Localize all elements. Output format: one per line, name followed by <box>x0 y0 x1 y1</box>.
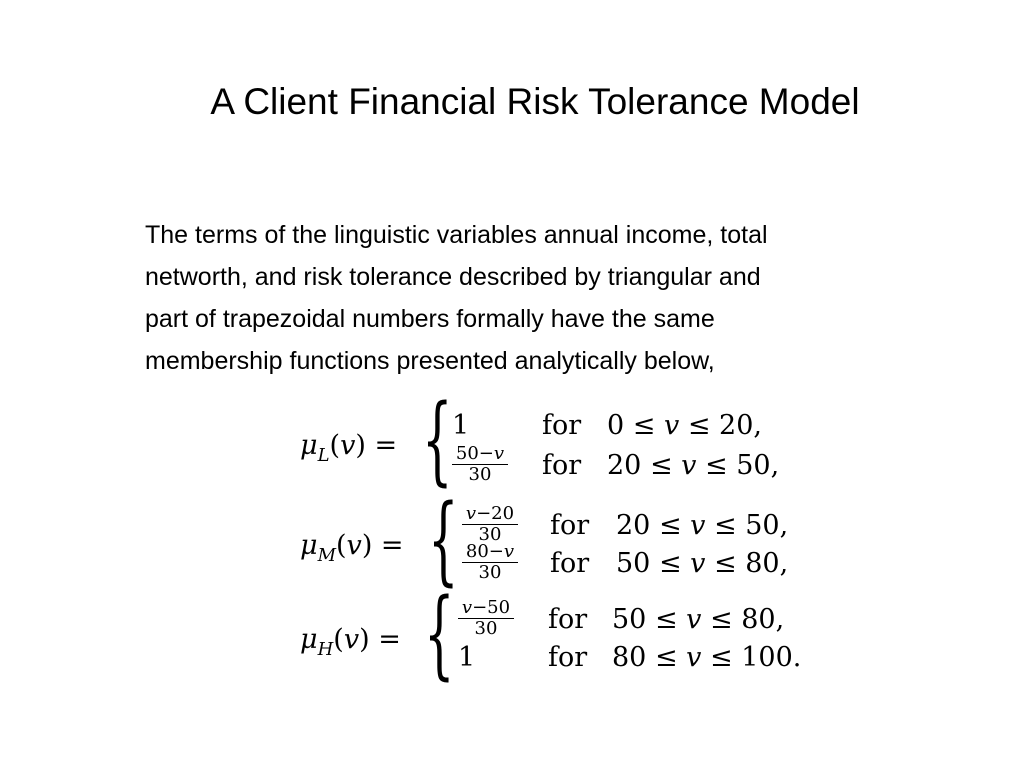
arg-open: ( <box>333 624 344 655</box>
left-brace: { <box>422 384 453 496</box>
row-condition: 50 ≤ v ≤ 80, <box>616 548 789 579</box>
for-keyword: for <box>542 410 582 441</box>
equation-medium-membership <box>300 484 800 596</box>
row-condition: 80 ≤ v ≤ 100. <box>612 642 802 673</box>
subscript: H <box>317 639 334 660</box>
subscript: M <box>317 545 336 566</box>
paragraph-line: The terms of the linguistic variables annual income, total <box>145 221 768 249</box>
equation-high-membership <box>300 578 802 690</box>
mu-symbol: μ <box>300 624 318 655</box>
slide-title: A Client Financial Risk Tolerance Model <box>210 81 860 122</box>
for-keyword: for <box>548 604 588 635</box>
fraction: $\frac{50-v}{30}$ <box>452 444 508 485</box>
row-condition: 20 ≤ v ≤ 50, <box>607 450 780 481</box>
fraction: $\frac{v-20}{30}$ <box>462 504 518 545</box>
arg-close-equals: ) = <box>361 530 404 561</box>
mu-symbol: μ <box>300 430 318 461</box>
arg-variable: v <box>346 530 362 561</box>
body-paragraph <box>145 214 945 382</box>
for-keyword: for <box>550 510 590 541</box>
for-keyword: for <box>542 450 582 481</box>
arg-close-equals: ) = <box>359 624 401 655</box>
arg-open: ( <box>336 530 347 561</box>
equation-lhs <box>300 530 404 566</box>
subscript: L <box>317 445 330 466</box>
mu-symbol: μ <box>300 530 318 561</box>
arg-close-equals: ) = <box>355 430 398 461</box>
fraction: $\frac{80-v}{30}$ <box>462 542 518 583</box>
for-keyword: for <box>550 548 590 579</box>
row-condition: 20 ≤ v ≤ 50, <box>616 510 789 541</box>
left-brace: { <box>424 578 455 690</box>
paragraph-line: membership functions presented analytically below, <box>145 347 715 375</box>
arg-variable: v <box>340 430 356 461</box>
for-keyword: for <box>548 642 588 673</box>
paragraph-line: part of trapezoidal numbers formally have the same <box>145 305 715 333</box>
row-value: 1 <box>452 410 470 441</box>
paragraph-line: networth, and risk tolerance described by triangular and <box>145 263 761 291</box>
row-value: 1 <box>458 642 476 673</box>
row-condition: 0 ≤ v ≤ 20, <box>607 410 762 441</box>
arg-variable: v <box>343 624 360 655</box>
arg-open: ( <box>329 430 341 461</box>
row-condition: 50 ≤ v ≤ 80, <box>612 604 785 635</box>
fraction: $\frac{v-50}{30}$ <box>458 598 514 639</box>
equation-low-membership <box>300 384 800 496</box>
equation-lhs <box>300 430 398 466</box>
left-brace: { <box>428 484 459 596</box>
equation-lhs <box>300 624 401 660</box>
